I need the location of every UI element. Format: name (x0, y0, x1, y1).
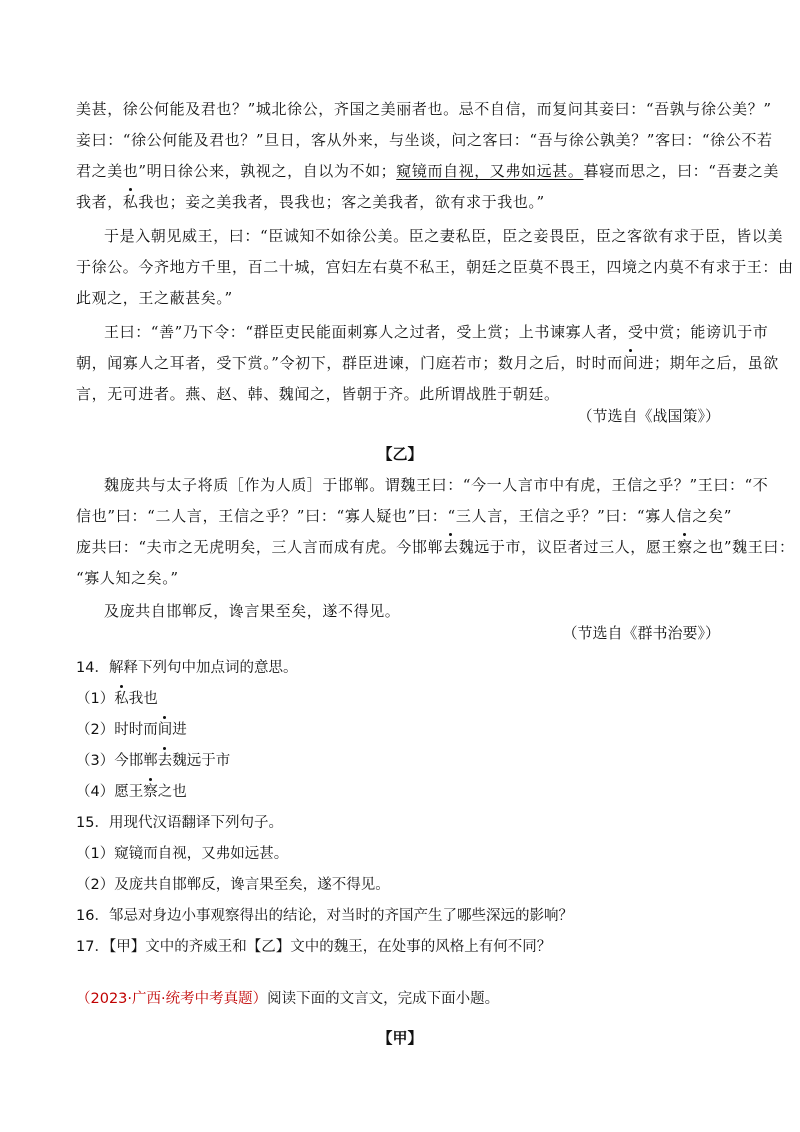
underlined-sentence: 窥镜而自视，又弗如远甚。 (396, 162, 584, 180)
question-14-1 (76, 689, 158, 709)
dotted-word: 去 (443, 538, 459, 556)
yi-source: （节选自《群书治要》） (562, 624, 720, 642)
yi-line-1: 魏庞共与太子将质［作为人质］于邯郸。谓魏王曰：“今一人言市中有虎，王信之乎？”王曰：“不 (104, 476, 769, 494)
question-15-2: （2）及庞共自邯郸反，谗言果至矣，遂不得见。 (76, 877, 390, 893)
text-span: 朝，闻寡人之耳者，受下赏。”令初下，群臣进谏，门庭若市；数月之后，时时而 (76, 354, 623, 372)
yi-heading: 【乙】 (377, 445, 423, 463)
yi-line-3 (76, 537, 795, 557)
text-span: 我者， (76, 193, 123, 211)
exam-source-tag: （2023·广西·统考中考真题） (76, 991, 268, 1007)
question-16: 16．邹忌对身边小事观察得出的结论，对当时的齐国产生了哪些深远的影响？ (76, 908, 573, 924)
jia-source: （节选自《战国策》） (577, 407, 720, 425)
text-span: 进 (172, 722, 187, 738)
text-span: 暮寝而思之，曰：“吾妻之美 (583, 162, 779, 180)
text-span: 进；期年之后，虽欲 (638, 354, 779, 372)
dotted-word: 私 (114, 691, 129, 707)
text-span: 我也 (128, 691, 158, 707)
question-14-4 (76, 782, 187, 802)
yi-line-5: 及庞共自邯郸反，谗言果至矣，遂不得见。 (104, 602, 401, 620)
question-15: 15．用现代汉语翻译下列句子。 (76, 815, 283, 831)
jia-line-9 (76, 353, 779, 373)
jia-line-1: 美甚，徐公何能及君也？”城北徐公，齐国之美丽者也。忌不自信，而复问其妾曰：“吾孰与徐公美？” (76, 100, 772, 118)
question-14-3 (76, 751, 230, 771)
jia-line-5: 于是入朝见威王，曰：“臣诚知不如徐公美。臣之妻私臣，臣之妾畏臣，臣之客欲有求于臣，皆以美 (104, 227, 784, 245)
jia-line-8: 王曰：“善”乃下令：“群臣吏民能面刺寡人之过者，受上赏；上书谏寡人者，受中赏；能谤讥于市 (104, 323, 769, 341)
jia-line-2: 妾曰：“徐公何能及君也？”旦日，客从外来，与坐谈，问之客曰：“吾与徐公孰美？”客曰：“徐公不若 (76, 131, 773, 149)
next-jia-heading: 【甲】 (377, 1029, 423, 1047)
question-14-2 (76, 720, 187, 740)
text-span: 之也 (157, 784, 187, 800)
text-span: （1） (76, 691, 115, 707)
jia-line-6: 于徐公。今齐地方千里，百二十城，宫妇左右莫不私王，朝廷之臣莫不畏王，四境之内莫不有求于王：由 (76, 258, 794, 276)
text-span: 魏远于市 (172, 753, 231, 769)
text-span: 庞共曰：“夫市之无虎明矣，三人言而成有虎。今邯郸 (76, 538, 444, 556)
dotted-word: 私 (122, 193, 139, 211)
dotted-word: 去 (157, 753, 173, 769)
text-span: 君之美也”明日徐公来，孰视之，自以为不如； (76, 162, 397, 180)
question-14: 14．解释下列句中加点词的意思。 (76, 660, 298, 676)
text-span: （3）今邯郸 (76, 753, 158, 769)
text-span: （2）时时而 (76, 722, 158, 738)
text-span: 之也”魏王曰： (692, 538, 795, 556)
text-span: （4）愿王 (76, 784, 144, 800)
next-exercise-intro (76, 989, 499, 1009)
dotted-word: 间 (157, 722, 173, 738)
yi-line-2: 信也”曰：“二人言，王信之乎？”曰：“寡人疑也”曰：“三人言，王信之乎？”曰：“寡人信之矣” (76, 507, 732, 525)
dotted-word: 察 (143, 784, 158, 800)
dotted-word: 间 (622, 354, 639, 372)
question-15-1: （1）窥镜而自视，又弗如远甚。 (76, 846, 289, 862)
instruction-text: 阅读下面的文言文，完成下面小题。 (267, 991, 500, 1007)
jia-line-10: 言，无可进者。燕、赵、韩、魏闻之，皆朝于齐。此所谓战胜于朝廷。 (76, 385, 560, 403)
dotted-word: 察 (677, 538, 693, 556)
question-17: 17．【甲】文中的齐威王和【乙】文中的魏王，在处事的风格上有何不同？ (76, 939, 552, 955)
text-span: 魏远于市，议臣者过三人，愿王 (458, 538, 678, 556)
yi-line-4: “寡人知之矣。” (76, 569, 179, 587)
jia-line-4 (76, 192, 732, 212)
text-span: 我也；妾之美我者，畏我也；客之美我者，欲有求于我也。” (138, 193, 545, 211)
jia-line-7: 此观之，王之蔽甚矣。” (76, 289, 233, 307)
jia-line-3 (76, 161, 779, 181)
